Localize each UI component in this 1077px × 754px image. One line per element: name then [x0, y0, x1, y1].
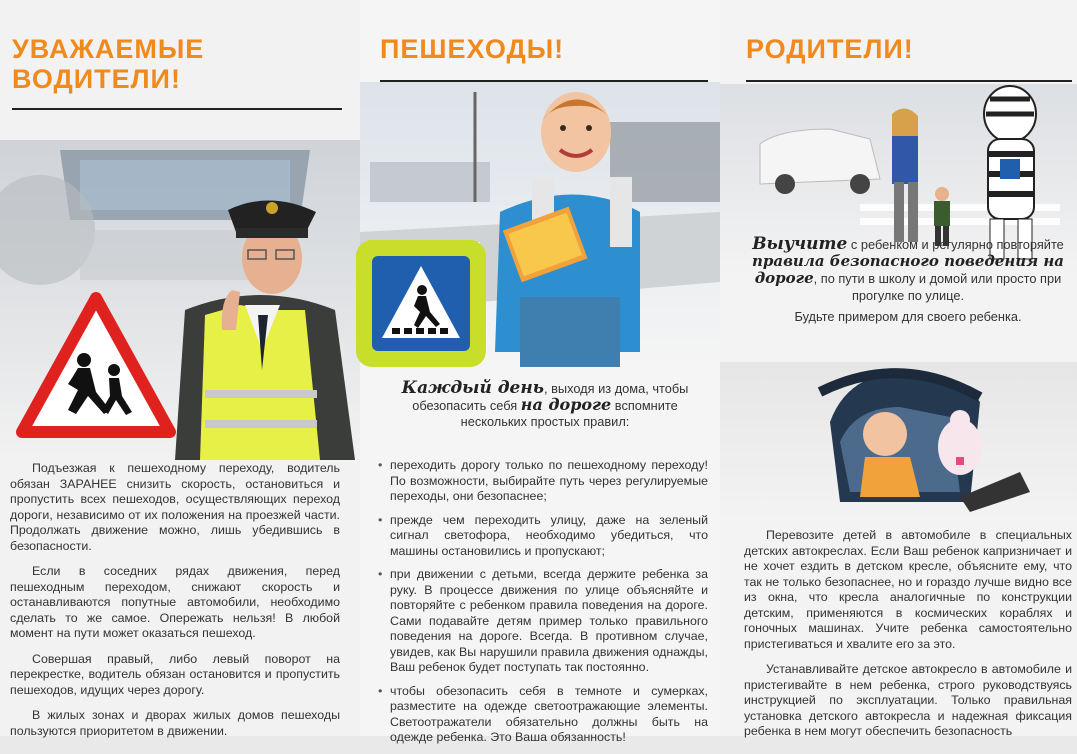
rule-item: • чтобы обезопасить себя в темноте и сумерках, разместите на одежде светоотражающие элементы. Светоотражатели обязательно должны быть на одежде ребенка. Это Ваша обязанность!: [378, 684, 708, 746]
pedestrians-heading: ПЕШЕХОДЫ!: [380, 34, 565, 64]
panel-drivers: [0, 0, 360, 736]
panel-parents: [720, 0, 1077, 736]
parents-heading: РОДИТЕЛИ!: [746, 34, 914, 64]
pedestrian-crossing-sign-icon: [352, 236, 490, 371]
slogan-cursive-rules: правила безопасного поведения на дороге: [751, 252, 1065, 287]
panel-pedestrians: [360, 0, 720, 744]
pedestrians-intro: [380, 380, 710, 430]
intro-text: , выходя из дома, чтобы обезопасить себя: [412, 381, 689, 413]
slogan-text: , по пути в школу и домой или просто при прогулке по улице.: [813, 271, 1062, 303]
intro-cursive-every-day: Каждый день: [401, 378, 544, 398]
rule-item: • прежде чем переходить улицу, даже на зеленый сигнал светофора, необходимо убедиться, что машины остановились и пропускают;: [378, 513, 708, 560]
parents-paragraph: Устанавливайте детское автокресло в автомобиле и пристегивайте в нем ребенка, строго руководствуясь инструкцией по эксплуатации. Только правильная установка детского автокресла и надежная фиксация ребенка в нем могут обеспечить безопасность: [744, 662, 1072, 738]
drivers-paragraph: Совершая правый, либо левый поворот на перекрестке, водитель обязан остановится и пропустить пешеходов, идущих через дорогу.: [10, 651, 340, 697]
child-car-seat-illustration: [720, 362, 1077, 522]
parents-text: [744, 528, 1072, 750]
parents-slogan: [744, 236, 1072, 325]
drivers-paragraph: Подъезжая к пешеходному переходу, водитель обязан ЗАРАНЕЕ снизить скорость, остановиться и пропустить всех пешеходов, осуществляющих переход дороги, независимо от их положения на проезжей части. Продолжать движение можно, лишь убедившись в безопасности.: [10, 461, 340, 553]
slogan-example: Будьте примером для своего ребенка.: [794, 309, 1022, 324]
drivers-paragraph: В жилых зонах и дворах жилых домов пешеходы пользуются приоритетом в движении.: [10, 708, 340, 738]
intro-text: вспомните нескольких простых правил:: [460, 398, 678, 429]
rule-item: • переходить дорогу только по пешеходному переходу! По возможности, выбирайте путь через регулируемые переходы, они безопаснее;: [378, 458, 708, 505]
drivers-heading-line1: УВАЖАЕМЫЕ: [12, 34, 205, 64]
slogan-cursive-learn: Выучите: [752, 234, 848, 254]
intro-cursive-on-road: на дороге: [520, 395, 612, 414]
divider: [746, 80, 1072, 82]
drivers-heading: [12, 34, 204, 94]
pedestrians-rules: [378, 458, 708, 754]
parents-paragraph: Перевозите детей в автомобиле в специальных детских автокреслах. Если Ваш ребенок капризничает и не хочет ездить в детском кресле, объясните ему, что так не только безопаснее, но и гораздо лучше видно все из окна, что кресла аналогичные по конструкции детским, применяются в космических кораблях и гоночных машинах. Учите ребенка самостоятельно пристегиваться и хвалите его за это.: [744, 528, 1072, 651]
rule-item: • при движении с детьми, всегда держите ребенка за руку. В процессе движения по улице объясняйте и повторяйте с ребенком правила поведения на дороге. Сами подавайте детям пример только правильного поведения на дороге. Всегда. В противном случае, увидев, как Вы нарушили правила движения однажды, Ваш ребенок будет поступать так постоянно.: [378, 567, 708, 676]
children-crossing-sign-icon: [16, 292, 176, 442]
drivers-text: [10, 461, 340, 749]
drivers-heading-line2: ВОДИТЕЛИ!: [12, 64, 181, 94]
slogan-text: с ребенком и регулярно повторяйте: [847, 237, 1064, 252]
drivers-paragraph: Если в соседних рядах движения, перед пешеходным переходом, снижают скорость и останавливаются попутные автомобили, необходимо сделать то же самое. Опережать нельзя! В любой момент на пути может оказаться пешеход.: [10, 564, 340, 640]
divider: [12, 108, 342, 110]
